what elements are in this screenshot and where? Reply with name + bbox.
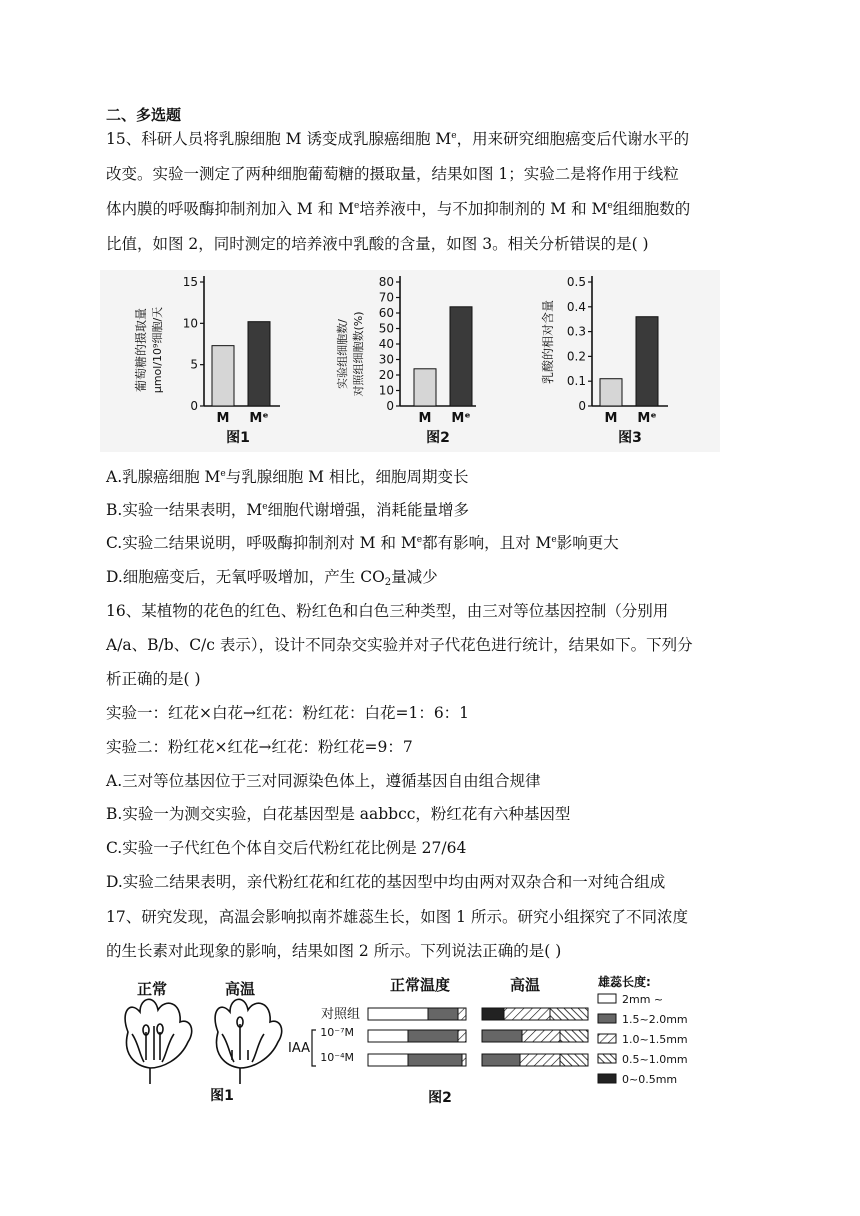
bar-iaa7-normal [368,1030,466,1042]
q16-option-d: D.实验二结果表明，亲代粉红花和红花的基因型中均由两对双杂合和一对纯合组成 [106,873,666,891]
col-normal-temp: 正常温度 [389,976,451,994]
fig3-tick-label: 0.4 [566,299,586,314]
q15-option-c: C.实验二结果说明，呼吸酶抑制剂对 M 和 Me都有影响，且对 Me影响更大 [106,534,619,552]
fig2-caption-q17: 图2 [428,1090,452,1106]
q16-line-3: 析正确的是( ) [106,670,201,688]
figure-row-2 [110,972,706,1112]
bar-iaa4-normal [368,1054,466,1066]
fig2-tick-label: 0 [386,399,394,413]
q15-line-2: 改变。实验一测定了两种细胞葡萄糖的摄取量，结果如图 1；实验二是将作用于线粒 [106,165,679,183]
fig1-bar-m [212,346,234,406]
col-high-temp: 高温 [509,976,541,994]
fig3-category-label: M [604,411,618,426]
legend-item-0-0-5 [598,1073,677,1086]
fig2-tick-label: 70 [378,290,394,305]
legend-label-2: 1.0~1.5mm [622,1033,688,1046]
fig1-tick-label: 0 [190,399,198,413]
fig2-category-label: Mᵉ [451,411,471,426]
fig2-tick-label: 80 [378,275,394,289]
fig1-bar-me [248,322,270,406]
fig1-tick-label: 10 [182,316,198,331]
fig2-ylabel-line2: 对照组细胞数(%) [352,311,365,397]
q16-experiment-1: 实验一：红花×白花→红花：粉红花：白花=1：6：1 [106,704,470,722]
fig1-caption: 图1 [226,430,250,446]
bar-control-normal [368,1008,466,1020]
legend-label-3: 0.5~1.0mm [622,1053,688,1066]
figure-row-1 [100,270,720,452]
fig2-tick-label: 30 [378,352,394,367]
fig2-tick-label: 40 [378,337,394,351]
fig3-tick-label: 0 [578,399,586,413]
fig2-category-label: M [418,411,432,426]
q16-option-c: C.实验一子代红色个体自交后代粉红花比例是 27/64 [106,839,467,857]
row-iaa: IAA [288,1041,310,1056]
row-control: 对照组 [320,1007,360,1022]
q16-line-2: A/a、B/b、C/c 表示），设计不同杂交实验并对子代花色进行统计，结果如下。下列分 [106,636,693,654]
section-title: 二、多选题 [106,106,182,124]
q15-option-a: A.乳腺癌细胞 Me与乳腺细胞 M 相比，细胞周期变长 [106,468,469,486]
q16-option-a: A.三对等位基因位于三对同源染色体上，遵循基因自由组合规律 [106,772,541,790]
q15-option-d: D.细胞癌变后，无氧呼吸增加，产生 $CO_2$量减少 [106,568,438,588]
fig2-tick-label: 20 [378,368,394,382]
bar-iaa4-high [482,1054,588,1066]
fig2-tick-label: 50 [378,321,394,336]
fig2-tick-label: 10 [378,383,394,398]
legend-item-0-5-1-0 [598,1053,688,1066]
fig2-ylabel-line1: 实验组细胞数/ [336,319,349,389]
fig3-ylabel-line1: 乳酸的相对含量 [541,299,555,385]
fig1-category-label: Mᵉ [249,411,269,426]
fig1-category-label: M [216,411,230,426]
legend-label-0: 2mm ~ [622,993,664,1006]
legend-label-1: 1.5~2.0mm [622,1013,688,1026]
fig3-ylabel [540,300,555,384]
q15-line-1: 15、科研人员将乳腺细胞 M 诱变成乳腺癌细胞 Me，用来研究细胞癌变后代谢水平的 [106,130,690,148]
fig3-bar-me [636,317,658,406]
legend-item-1-0-1-5 [598,1033,688,1046]
fig3-tick-label: 0.3 [566,324,586,339]
bar-iaa7-high [482,1030,588,1042]
fig3-bar-m [600,379,622,406]
fig1-tick-label: 5 [190,357,198,372]
fig3-category-label: Mᵉ [637,411,657,426]
q17-line-2: 的生长素对此现象的影响，结果如图 2 所示。下列说法正确的是( ) [106,942,562,960]
legend-item-2mm [598,993,663,1006]
fig1-caption-q17: 图1 [210,1088,234,1104]
label-normal: 正常 [136,980,168,998]
q17-line-1: 17、研究发现，高温会影响拟南芥雄蕊生长，如图 1 所示。研究小组探究了不同浓度 [106,908,688,926]
flower-normal-drawing [125,999,192,1084]
fig2-caption: 图2 [426,430,450,446]
iaa-bracket [312,1030,316,1066]
fig1-ylabel-line2: μmol/10⁹细胞/天 [151,306,164,394]
q15-line-4: 比值，如图 2，同时测定的培养液中乳酸的含量，如图 3。相关分析错误的是( ) [106,235,649,253]
fig2-bar-me [450,307,472,406]
fig3-tick-label: 0.2 [566,349,586,364]
q16-option-b: B.实验一为测交实验，白花基因型是 aabbcc，粉红花有六种基因型 [106,805,571,823]
fig3-caption: 图3 [618,430,642,446]
fig2-tick-label: 60 [378,306,394,320]
fig1-tick-label: 15 [182,275,198,289]
q15-line-3: 体内膜的呼吸酶抑制剂加入 M 和 Me培养液中，与不加抑制剂的 M 和 Me组细胞数的 [106,200,691,218]
fig1-ylabel-line1: 葡萄糖的摄取量 [134,307,148,393]
legend-title: 雄蕊长度: [598,975,651,989]
legend-item-1-5-2-0 [598,1013,688,1026]
fig3-tick-label: 0.5 [566,275,586,289]
q15-option-b: B.实验一结果表明，Me细胞代谢增强，消耗能量增多 [106,501,470,519]
row-iaa-1e-4: 10⁻⁴M [320,1051,354,1064]
label-high-temp: 高温 [224,980,256,998]
q16-experiment-2: 实验二：粉红花×红花→红花：粉红花=9：7 [106,738,413,756]
bar-control-high [482,1008,588,1020]
q16-line-1: 16、某植物的花色的红色、粉红色和白色三种类型，由三对等位基因控制（分别用 [106,602,669,620]
fig3-tick-label: 0.1 [566,374,586,389]
legend-label-4: 0~0.5mm [622,1073,678,1086]
flower-high-temp-drawing [215,999,282,1084]
row-iaa-1e-7: 10⁻⁷M [320,1026,354,1039]
fig2-bar-m [414,369,436,406]
